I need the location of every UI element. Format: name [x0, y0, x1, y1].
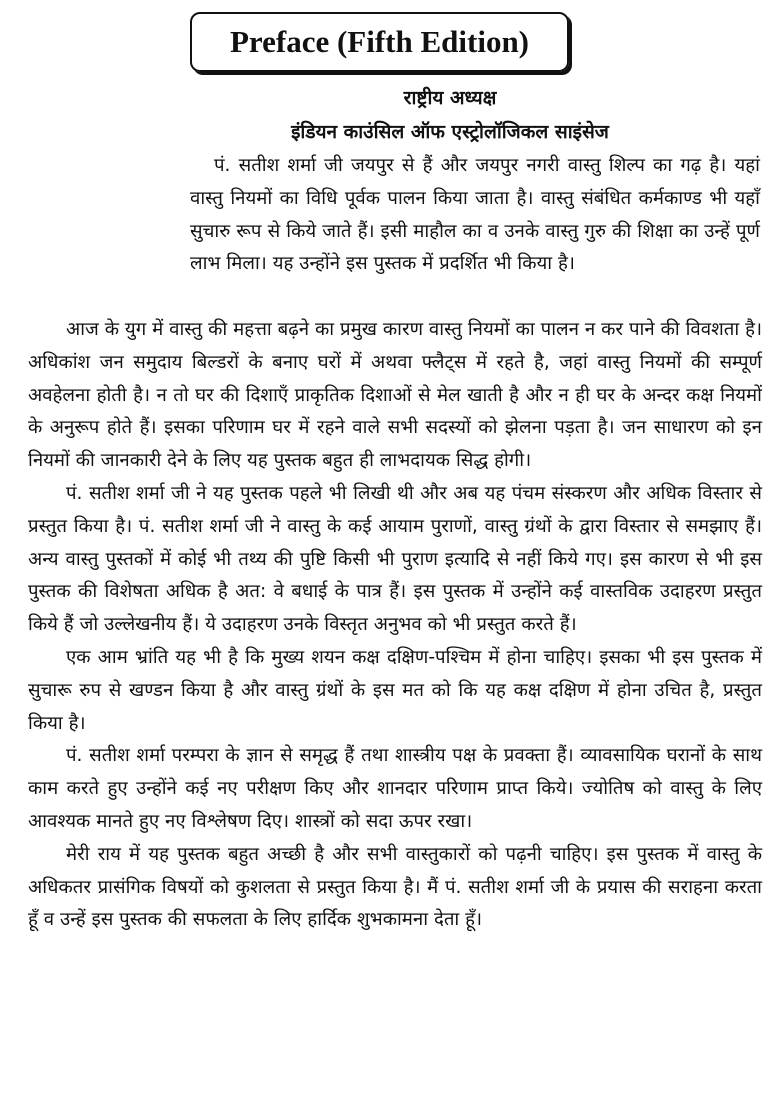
paragraph-4: पं. सतीश शर्मा परम्परा के ज्ञान से समृद्ध हैं तथा शास्त्रीय पक्ष के प्रवक्ता हैं। व्यावसायिक घरानों के साथ काम करते हुए उन्होंने कई नए परीक्षण किए और शानदार परिणाम प्राप्त किये। ज्योतिष को वास्तु के लिए आवश्यक मानते हुए नए विश्लेषण दिए। शास्त्रों को सदा ऊपर रखा।	[28, 745, 762, 832]
paragraph-3: एक आम भ्रांति यह भी है कि मुख्य शयन कक्ष दक्षिण-पश्चिम में होना चाहिए। इसका भी इस पुस्तक में सुचारू रुप से खण्डन किया है और वास्तु ग्रंथों के इस मत को कि यह कक्ष दक्षिण में होना उचित है, प्रस्तुत किया है।	[28, 646, 762, 734]
paragraph-1: आज के युग में वास्तु की महत्ता बढ़ने का प्रमुख कारण वास्तु नियमों का पालन न कर पाने की विवशता है। अधिकांश जन समुदाय बिल्डरों के बनाए घरों में अथवा फ्लैट्स में रहते है, जहां वास्तु नियमों की सम्पूर्ण अवहेलना होती है। न तो घर की दिशाएँ प्राकृतिक दिशाओं से मेल खाती है और न ही घर के अन्दर कक्ष नियमों के अनुरूप होते हैं। इसका परिणाम घर में रहने वाले सभी सदस्यों को झेलना पड़ता है। जन साधारण को इन नियमों की जानकारी देने के लिए यह पुस्तक बहुत ही लाभदायक सिद्ध होगी।	[28, 319, 762, 472]
page-title: Preface (Fifth Edition)	[190, 12, 569, 72]
author-designation: राष्ट्रीय अध्यक्ष	[403, 87, 497, 109]
body-text	[28, 314, 762, 937]
intro-paragraph: पं. सतीश शर्मा जी जयपुर से हैं और जयपुर नगरी वास्तु शिल्प का गढ़ है। यहां वास्तु नियमों का विधि पूर्वक पालन किया जाता है। वास्तु संबंधित कर्मकाण्ड भी यहाँ सुचारु रूप से किये जाते हैं। इसी माहौल का व उनके वास्तु गुरु की शिक्षा का उन्हें पूर्ण लाभ मिला। यह उन्होंने इस पुस्तक में प्रदर्शित भी किया है।	[190, 155, 760, 275]
paragraph-2: पं. सतीश शर्मा जी ने यह पुस्तक पहले भी लिखी थी और अब यह पंचम संस्करण और अधिक विस्तार से प्रस्तुत किया है। पं. सतीश शर्मा जी ने वास्तु के कई आयाम पुराणों, वास्तु ग्रंथों के द्वारा विस्तार से समझाए हैं। अन्य वास्तु पुस्तकों में कोई भी तथ्य की पुष्टि किसी भी पुराण इत्यादि से नहीं किये गए। इस कारण से भी इस पुस्तक की विशेषता अधिक है अत: वे बधाई के पात्र हैं। इस पुस्तक में उन्होंने कई वास्तविक उदाहरण प्रस्तुत किये हैं जो उल्लेखनीय हैं। ये उदाहरण उनके विस्तृत अनुभव को भी प्रस्तुत करते हैं।	[28, 482, 763, 636]
paragraph-5: मेरी राय में यह पुस्तक बहुत अच्छी है और सभी वास्तुकारों को पढ़नी चाहिए। इस पुस्तक में वास्तु के अधिकतर प्रासंगिक विषयों को कुशलता से प्रस्तुत किया है। मैं पं. सतीश शर्मा जी के प्रयास की सराहना करता हूँ व उन्हें इस पुस्तक की सफलता के लिए हार्दिक शुभकामना देता हूँ।	[28, 843, 762, 931]
organization-name: इंडियन काउंसिल ऑफ एस्ट्रोलॉजिकल साइंसेज	[291, 121, 609, 143]
intro-block	[190, 150, 760, 281]
